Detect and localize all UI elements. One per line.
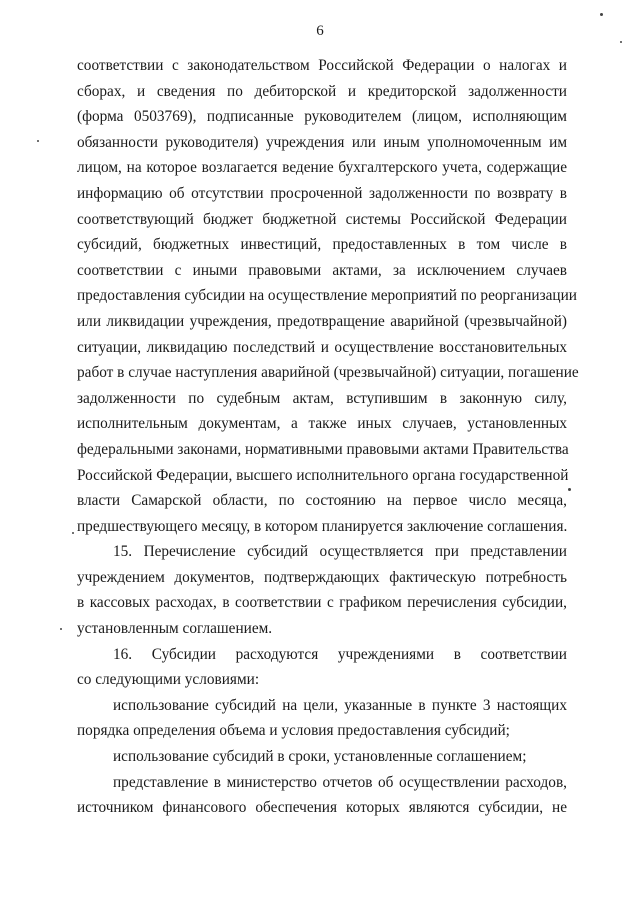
text-line: предшествующего месяцу, в котором планируется заключение соглашения. (77, 517, 568, 535)
text-line: установленным соглашением. (77, 620, 273, 638)
paragraph-15-first-line: 15. Перечисление субсидий осуществляется при представлении (113, 543, 567, 561)
text-line: ситуации, ликвидацию последствий и осуществление восстановительных (77, 338, 567, 356)
text-line: со следующими условиями: (77, 671, 260, 689)
text-line: субсидий, бюджетных инвестиций, предоставленных в том числе в (77, 236, 567, 254)
list-item-first-line: представление в министерство отчетов об осуществлении расходов, (113, 773, 567, 791)
text-line: власти Самарской области, по состоянию на первое число месяца, (77, 492, 567, 510)
text-line: источником финансового обеспечения которых являются субсидии, не (77, 799, 567, 817)
text-line: предоставления субсидии на осуществление мероприятий по реорганизации (77, 287, 577, 305)
scan-speck (60, 628, 62, 630)
page-number: 6 (316, 23, 324, 39)
text-line: федеральными законами, нормативными правовыми актами Правительства (77, 440, 569, 458)
text-line: учреждением документов, подтверждающих фактическую потребность (77, 568, 567, 586)
text-line: в кассовых расходах, в соответствии с графиком перечисления субсидии, (77, 594, 567, 612)
text-line: работ в случае наступления аварийной (чрезвычайной) ситуации, погашение (77, 364, 579, 382)
text-line: соответствующий бюджет бюджетной системы Российской Федерации (77, 210, 567, 228)
text-line: задолженности по судебным актам, вступившим в законную силу, (77, 389, 567, 407)
scan-speck (620, 41, 622, 43)
text-line: соответствии с законодательством Российской Федерации о налогах и (77, 57, 567, 74)
text-line: Российской Федерации, высшего исполнительного органа государственной (77, 466, 569, 484)
text-line: информацию об отсутствии просроченной задолженности по возврату в (77, 184, 567, 202)
text-line: порядка определения объема и условия предоставления субсидий; (77, 722, 510, 740)
text-line: обязанности руководителя) учреждения или иным уполномоченным им (77, 133, 567, 151)
list-item-first-line: использование субсидий на цели, указанные в пункте 3 настоящих (113, 696, 567, 714)
text-line: сборах, и сведения по дебиторской и кредиторской задолженности (77, 82, 567, 100)
paragraph-16-first-line: 16. Субсидии расходуются учреждениями в соответствии (113, 645, 567, 663)
scan-speck (37, 140, 39, 142)
scan-speck (600, 13, 603, 16)
text-line: соответствии с иными правовыми актами, за исключением случаев (77, 261, 567, 279)
text-line: (форма 0503769), подписанные руководителем (лицом, исполняющим (77, 108, 567, 126)
text-line: или ликвидации учреждения, предотвращение аварийной (чрезвычайной) (77, 312, 567, 330)
scan-speck (568, 488, 571, 491)
text-line: исполнительным документам, а также иных случаев, установленных (77, 415, 567, 433)
text-line: лицом, на которое возлагается ведение бухгалтерского учета, содержащие (77, 159, 567, 177)
scan-speck (72, 532, 74, 534)
body-text (77, 53, 579, 821)
list-item: использование субсидий в сроки, установленные соглашением; (113, 748, 527, 766)
